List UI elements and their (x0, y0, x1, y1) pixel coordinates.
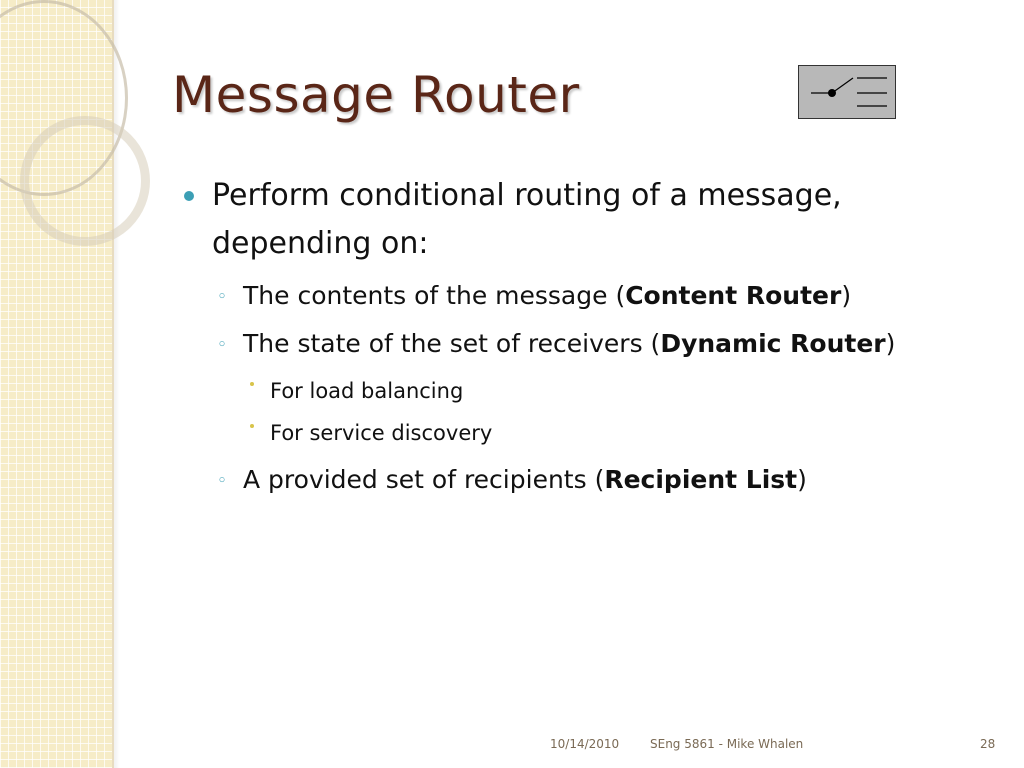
decorative-ring-small (20, 116, 150, 246)
router-switch-svg (799, 66, 895, 118)
bullet-text: The state of the set of receivers ( (243, 329, 661, 358)
bullet-marker-small-dot (250, 424, 254, 428)
sub-sub-bullet-load-balancing (184, 370, 1004, 412)
bullet-text-close: ) (885, 329, 896, 358)
bullet-text: For load balancing (270, 379, 464, 403)
footer-date: 10/14/2010 (550, 737, 620, 751)
bullet-marker-ring: ◦ (217, 287, 228, 307)
bullet-marker-small-dot (250, 382, 254, 386)
slide-body (184, 172, 1004, 504)
bullet-text: A provided set of recipients ( (243, 465, 605, 494)
bullet-term-content-router: Content Router (625, 281, 842, 310)
bullet-marker-dot (184, 191, 194, 201)
bullet-text-close: ) (797, 465, 807, 494)
bullet-term-recipient-list: Recipient List (604, 465, 798, 494)
bullet-conditional-routing (184, 172, 1004, 268)
router-switch-arm (832, 78, 853, 93)
bullet-term-dynamic-router: Dynamic Router (660, 329, 886, 358)
bullet-text: Perform conditional routing of a message, depending on: (212, 178, 842, 261)
bullet-text: For service discovery (270, 421, 493, 445)
footer-course: SEng 5861 - Mike Whalen (650, 737, 804, 751)
slide-title: Message Router (172, 66, 580, 124)
footer-page-number: 28 (980, 737, 996, 751)
sub-bullet-content-router (184, 272, 1004, 320)
bullet-marker-ring: ◦ (217, 471, 228, 491)
message-router-switch-icon (798, 65, 896, 119)
bullet-text: The contents of the message ( (243, 281, 626, 310)
sub-sub-bullet-service-discovery (184, 412, 1004, 454)
sub-bullet-dynamic-router (184, 320, 1004, 368)
bullet-text-close: ) (841, 281, 852, 310)
bullet-marker-ring: ◦ (217, 335, 228, 355)
sub-bullet-recipient-list (184, 456, 1004, 504)
